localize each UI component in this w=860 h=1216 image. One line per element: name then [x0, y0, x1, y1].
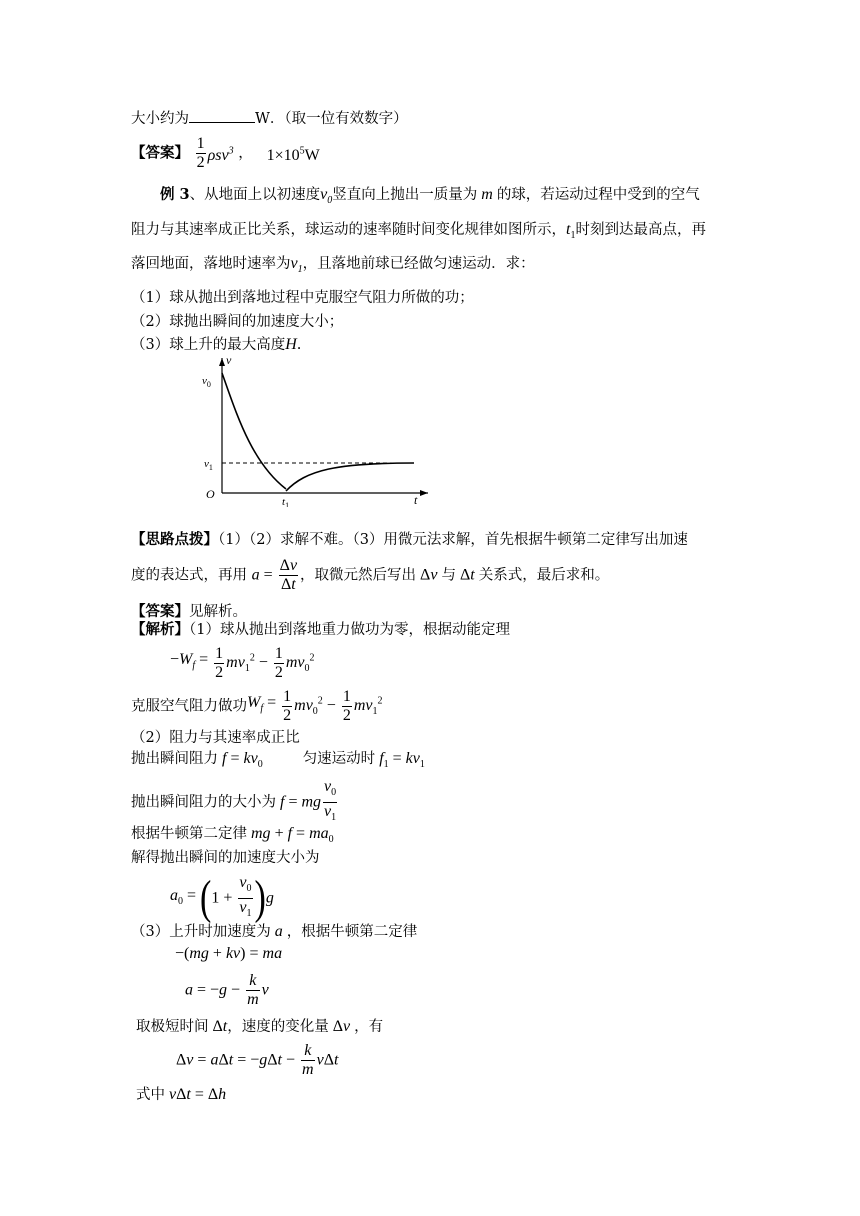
- example-line-3: 落回地面，落地时速率为$v_1$，且落地前球已经做匀速运动．求：: [131, 255, 535, 276]
- part-2-line-a: 抛出瞬间阻力 $f = kv_0$ 匀速运动时 $f_1 = kv_1$: [131, 750, 425, 771]
- formula: ρsv$^3$: [207, 145, 234, 164]
- equation-acceleration: a = −g − $\frac{k}{m}$ v: [185, 972, 269, 1008]
- rising-phase-curve: [222, 373, 286, 489]
- text: 大小约为: [131, 111, 189, 127]
- falling-phase-curve: [286, 463, 414, 491]
- equation-overcome: 克服空气阻力做功$W_f$ = $\frac{1}{2}$ $mv_0^2$ − $\frac{1}{2}$ $mv_1^2$: [131, 688, 383, 724]
- y-axis-arrow: [219, 358, 225, 366]
- answer-blank: [189, 108, 255, 123]
- equation-work-energy: $-W_f$ = $\frac{1}{2}$ $mv_1^2$ − $\frac{1}{2}$ $mv_0^2$: [170, 645, 315, 681]
- part-2-heading: （2）阻力与其速率成正比: [131, 730, 300, 746]
- part-2-line-d: 根据牛顿第二定律 mg + $f = ma_0$: [131, 825, 334, 846]
- answer-2: 【答案】见解析。: [131, 603, 247, 620]
- t1-label: $t_1$: [282, 496, 290, 507]
- answer-value: 1×10: [266, 146, 300, 164]
- hint-line-2: 度的表达式，再用 a = $\frac{\Delta v}{\Delta t}$ ，取微元然后写出 Δv 与 Δt 关系式，最后求和。: [131, 557, 610, 593]
- part-3-line-f: 式中 vΔt = Δh: [136, 1086, 227, 1103]
- v0-label: $v_0$: [202, 375, 211, 389]
- fraction-half: $\frac{1}{2}$: [196, 135, 205, 171]
- origin-label: O: [206, 487, 215, 501]
- y-axis-label: v: [226, 353, 232, 367]
- part-3-line: （3）上升时加速度为 a ，根据牛顿第二定律: [131, 923, 418, 940]
- answer-label: 【答案】: [131, 144, 189, 162]
- fraction-dv-dt: $\frac{\Delta v}{\Delta t}$: [279, 557, 298, 593]
- v1-label: $v_1$: [204, 458, 213, 472]
- text: W．（取一位有效数字）: [255, 111, 408, 127]
- hint-line-1: 【思路点拨】（1）（2）求解不难。（3）用微元法求解，首先根据牛顿第二定律写出加速: [131, 531, 688, 548]
- example-line-2: 阻力与其速率成正比关系，球运动的速率随时间变化规律如图所示，$t_1$时刻到达最高点，再: [131, 221, 706, 242]
- answer-line: 【答案】 $\frac{1}{2}$ ρsv$^3$ ， $1\times 10^5W$: [131, 135, 320, 171]
- question-2: （2）球抛出瞬间的加速度大小；: [131, 314, 344, 330]
- equation-delta-v: Δv = aΔt = −gΔt − $\frac{k}{m}$ vΔt: [176, 1042, 339, 1078]
- x-axis-label: t: [414, 493, 418, 507]
- question-1: （1）球从抛出到落地过程中克服空气阻力所做的功；: [131, 290, 474, 306]
- example-label: 例 3: [160, 186, 190, 203]
- equation-a0: $a_0 = (1$ + $\frac{v_0}{v_1}$ )g: [170, 872, 274, 924]
- part-2-line-e: 解得抛出瞬间的加速度大小为: [131, 850, 320, 866]
- fill-blank-line: [131, 108, 408, 128]
- equation-newton: −(mg + kv) = ma: [175, 945, 283, 962]
- hint-label: 【思路点拨】: [131, 531, 218, 548]
- solution-line: 【解析】（1）球从抛出到落地重力做功为零，根据动能定理: [131, 621, 510, 638]
- example-line-1: 例 3、从地面上以初速度$v_0$竖直向上抛出一质量为 m 的球，若运动过程中受到的空气: [160, 186, 700, 207]
- part-2-line-c: 抛出瞬间阻力的大小为 f = mg $\frac{v_0}{v_1}$: [131, 778, 337, 824]
- velocity-time-graph: [196, 352, 436, 507]
- x-axis-arrow: [420, 490, 428, 496]
- part-3-line-c: 取极短时间 Δt，速度的变化量 Δv ，有: [136, 1018, 384, 1035]
- question-3: （3）球上升的最大高度H.: [131, 336, 302, 353]
